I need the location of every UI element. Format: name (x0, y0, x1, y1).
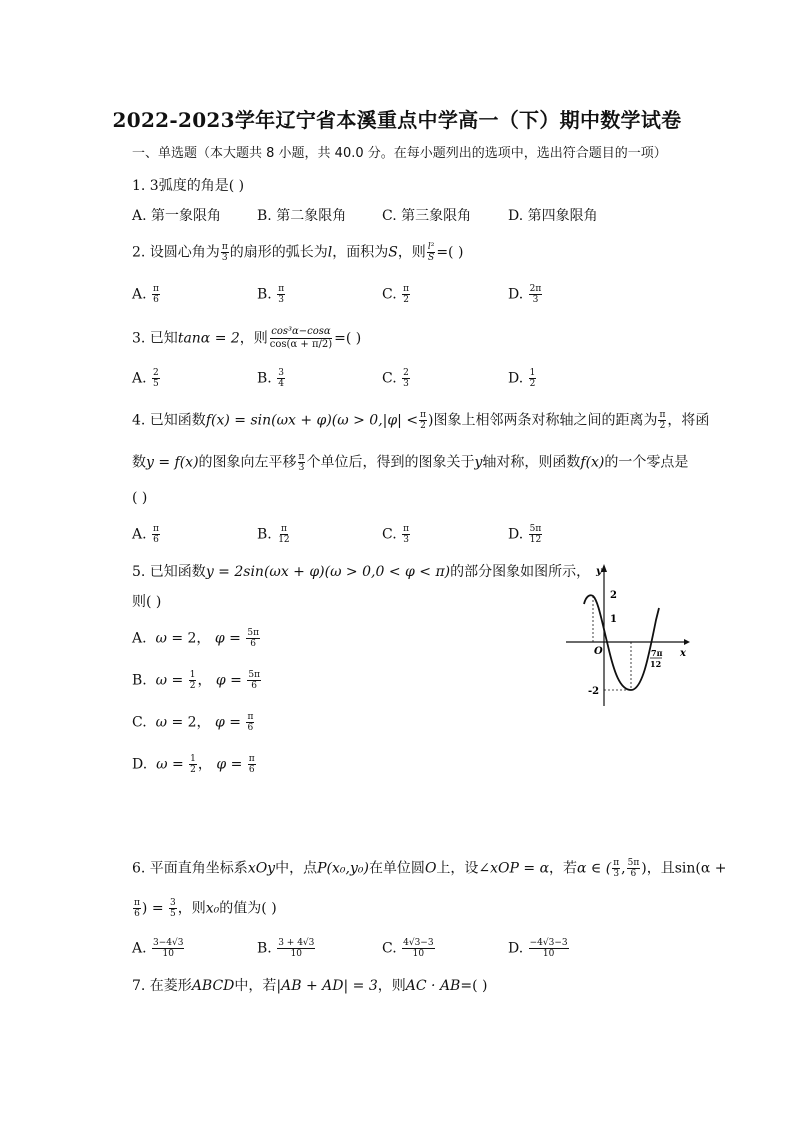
q4-option-c: C. $\frac{\pi}{3}$ (382, 524, 410, 545)
question-3-stem: 3. 已知tanα = 2，则 $\frac{\text{cos³α−cosα}}{\cos(\alpha + \pi/2)}$ =( ) (132, 326, 362, 350)
x-tick-7pi-12-den: 12 (650, 659, 662, 669)
q5-option-d: D. ω = $\frac{1}{2}$ ， φ = $\frac{\pi}{6}$ (132, 754, 255, 775)
q5-option-a: A. ω = 2， φ = $\frac{5\pi}{6}$ (132, 628, 259, 649)
y-tick-2: 2 (610, 590, 617, 601)
q2-option-a: A. $\frac{\pi}{6}$ (132, 284, 159, 305)
question-5-line-2: 则( ) (132, 594, 162, 610)
y-axis-label: y (596, 566, 602, 577)
q2-option-b: B. $\frac{\pi}{3}$ (257, 284, 285, 305)
q3-option-b: B. $\frac{3}{4}$ (257, 368, 284, 389)
x-tick-7pi-12-num: 7π (651, 648, 663, 658)
question-4-line-1: 4. 已知函数f(x) = sin(ωx + φ)(ω > 0,|φ| < $\frac{\pi}{2}$ )图象上相邻两条对称轴之间的距离为 $\frac{\pi}{2}$ ，将函 (132, 410, 710, 431)
q3-option-c: C. $\frac{2}{3}$ (382, 368, 409, 389)
question-4-line-3: ( ) (132, 490, 148, 506)
q6-option-b: B. $\frac{3 + 4√3}{10}$ (257, 938, 315, 959)
q6-option-c: C. $\frac{4√3-3}{10}$ (382, 938, 434, 959)
section-heading: 一、单选题（本大题共 8 小题，共 40.0 分。在每小题列出的选项中，选出符合题目的一项） (132, 146, 667, 161)
x-axis-label: x (680, 648, 686, 659)
sine-curve (584, 595, 662, 690)
question-5-line-1: 5. 已知函数y = 2sin(ωx + φ)(ω > 0,0 < φ < π)的部分图象如图所示， (132, 564, 591, 580)
question-4-line-2: 数y = f(x)的图象向左平移 $\frac{\pi}{3}$ 个单位后，得到的图象关于y轴对称，则函数f(x)的一个零点是 (132, 452, 689, 473)
question-6-line-1: 6. 平面直角坐标系xOy中，点P(x₀,y₀)在单位圆O上，设∠xOP = α，若α ∈ ( $\frac{\pi}{3}$ , $\frac{5\pi}{6}$ )，且sin(α + (132, 858, 727, 879)
y-tick-neg-2: -2 (588, 686, 600, 697)
question-1-stem: 1. 3弧度的角是( ) (132, 178, 245, 194)
q4-option-b: B. $\frac{\pi}{12}$ (257, 524, 290, 545)
q5-option-b: B. ω = $\frac{1}{2}$ ， φ = $\frac{5\pi}{6}$ (132, 670, 260, 691)
sine-graph-figure (556, 560, 696, 710)
q5-option-c: C. ω = 2， φ = $\frac{\pi}{6}$ (132, 712, 254, 733)
origin-label: O (594, 646, 603, 657)
q1-option-b: B. 第二象限角 (257, 208, 347, 224)
question-7-stem: 7. 在菱形ABCD中，若|AB + AD| = 3，则AC · AB=( ) (132, 978, 488, 994)
y-axis-arrow-icon (601, 564, 607, 572)
question-6-line-2: $\frac{\pi}{6}$ ) = $\frac{3}{5}$ ，则x₀的值为( ) (134, 898, 277, 919)
q3-option-d: D. $\frac{1}{2}$ (508, 368, 536, 389)
q6-option-a: A. $\frac{3-4√3}{10}$ (132, 938, 184, 959)
page-title: 2022-2023学年辽宁省本溪重点中学高一（下）期中数学试卷 (112, 108, 682, 132)
q2-option-d: D. $\frac{2\pi}{3}$ (508, 284, 542, 305)
q1-option-a: A. 第一象限角 (132, 208, 222, 224)
q1-option-d: D. 第四象限角 (508, 208, 598, 224)
q2-option-c: C. $\frac{\pi}{2}$ (382, 284, 410, 305)
y-tick-1: 1 (610, 614, 617, 625)
q4-option-a: A. $\frac{\pi}{6}$ (132, 524, 159, 545)
q3-option-a: A. $\frac{2}{5}$ (132, 368, 159, 389)
x-axis-arrow-icon (684, 639, 690, 645)
q4-option-d: D. $\frac{5\pi}{12}$ (508, 524, 542, 545)
q1-option-c: C. 第三象限角 (382, 208, 472, 224)
question-2-stem: 2. 设圆心角为 $\frac{\pi}{3}$ 的扇形的弧长为l，面积为S，则 $\frac{\text{l²}}{S}$ =( ) (132, 242, 464, 263)
q6-option-d: D. $\frac{-4√3-3}{10}$ (508, 938, 568, 959)
